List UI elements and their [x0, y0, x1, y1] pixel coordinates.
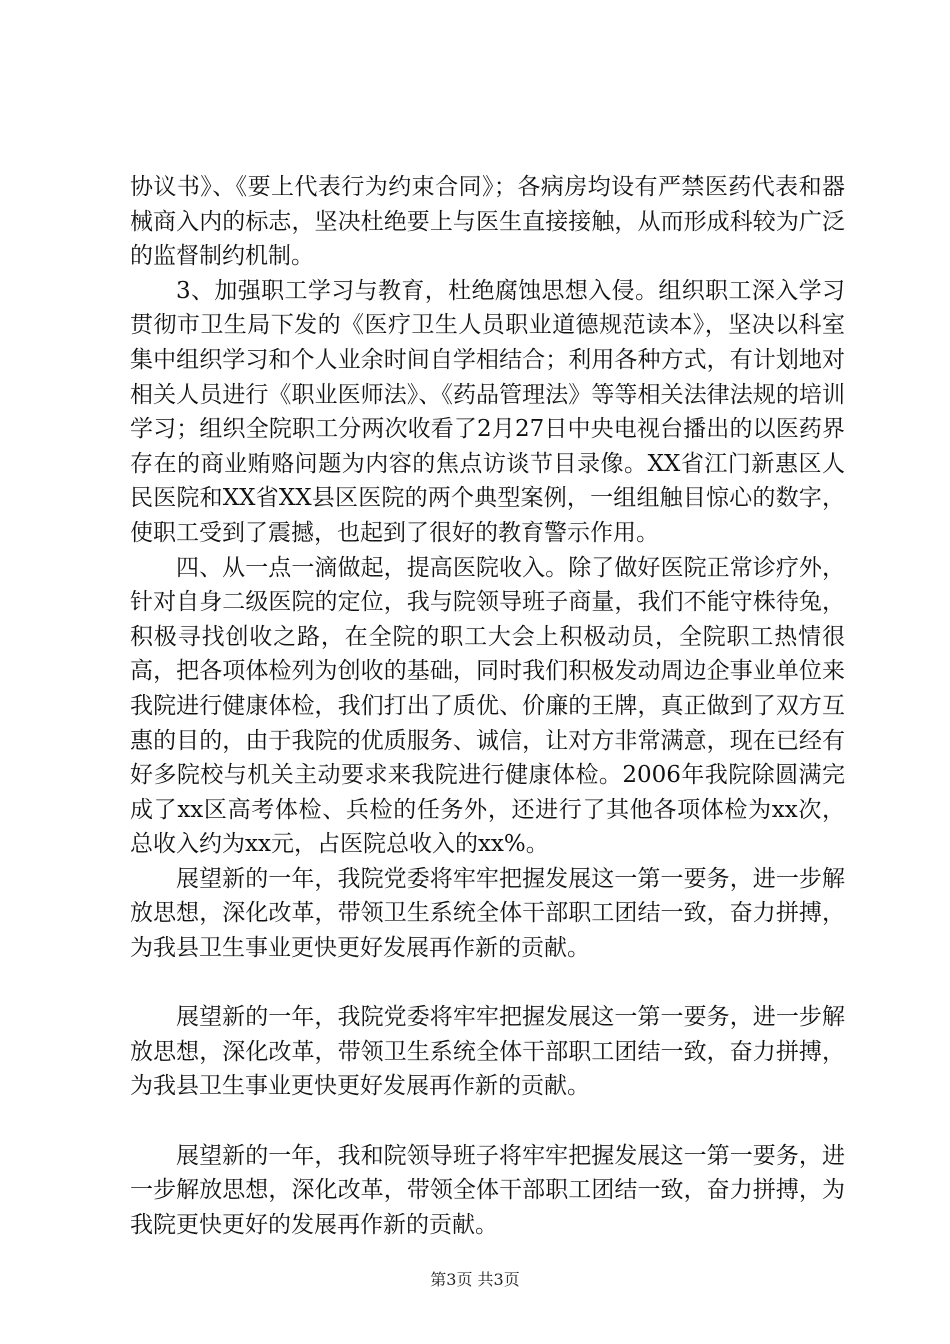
document-body: [130, 170, 845, 1242]
paragraph-outlook-3: 展望新的一年，我和院领导班子将牢牢把握发展这一第一要务，进一步解放思想，深化改革，带领全体干部职工团结一致，奋力拼搏，为我院更快更好的发展再作新的贡献。: [130, 1142, 845, 1238]
page-footer: 第3页 共3页: [430, 1270, 520, 1289]
paragraph-outlook-1: 展望新的一年，我院党委将牢牢把握发展这一第一要务，进一步解放思想，深化改革，带领卫生系统全体干部职工团结一致，奋力拼搏，为我县卫生事业更快更好发展再作新的贡献。: [130, 865, 845, 962]
paragraph-outlook-2: 展望新的一年，我院党委将牢牢把握发展这一第一要务，进一步解放思想，深化改革，带领卫生系统全体干部职工团结一致，奋力拼搏，为我县卫生事业更快更好发展再作新的贡献。: [130, 1004, 845, 1100]
paragraph-hospital-income: 四、从一点一滴做起，提高医院收入。除了做好医院正常诊疗外，针对自身二级医院的定位，我与院领导班子商量，我们不能守株待兔，积极寻找创收之路，在全院的职工大会上积极动员，全院职工热情很高，把各项体检列为创收的基础，同时我们积极发动周边企事业单位来我院进行健康体检，我们打出了质优、价廉的王牌，真正做到了双方互惠的目的，由于我院的优质服务、诚信，让对方非常满意，现在已经有好多院校与机关主动要求来我院进行健康体检。2006年我院除圆满完成了xx区高考体检、兵检的任务外，还进行了其他各项体检为xx次，总收入约为xx元，占医院总收入的xx%。: [130, 554, 845, 858]
paragraph-staff-education: 3、加强职工学习与教育，杜绝腐蚀思想入侵。组织职工深入学习贯彻市卫生局下发的《医疗卫生人员职业道德规范读本》，坚决以科室集中组织学习和个人业余时间自学相结合；利用各种方式，有计划地对相关人员进行《职业医师法》、《药品管理法》等等相关法律法规的培训学习；组织全院职工分两次收看了2月27日中央电视台播出的以医药界存在的商业贿赂问题为内容的焦点访谈节目录像。XX省江门新惠区人民医院和XX省XX县区医院的两个典型案例，一组组触目惊心的数字，使职工受到了震撼，也起到了很好的教育警示作用。: [130, 277, 845, 546]
paragraph-continuation: 协议书》、《要上代表行为约束合同》；各病房均设有严禁医药代表和器械商入内的标志，坚决杜绝要上与医生直接接触，从而形成科较为广泛的监督制约机制。: [130, 174, 845, 270]
